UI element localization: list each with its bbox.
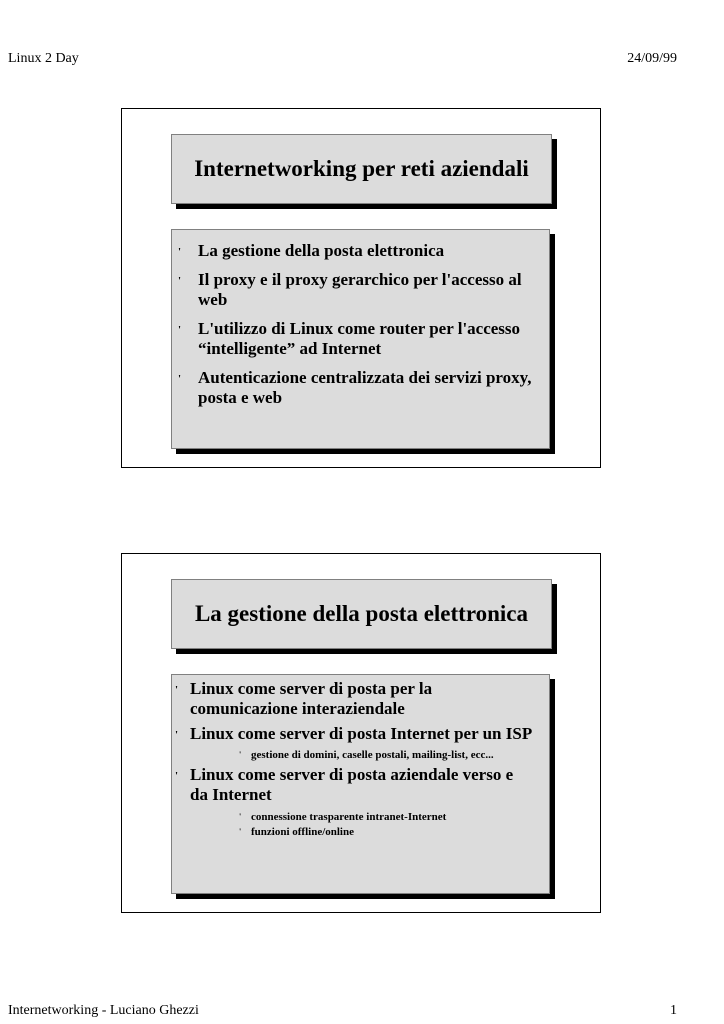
slide-2-bullet-list [172, 675, 549, 839]
sub-item [239, 825, 535, 839]
slide-1-bullet [178, 368, 535, 408]
bullet-text: Linux come server di posta Internet per un ISP [190, 724, 533, 743]
sub-list [190, 748, 535, 762]
bullet-text: Linux come server di posta per la comunicazione interaziendale [190, 679, 433, 718]
slide-2-bullet [175, 679, 535, 719]
slide-2-title: La gestione della posta elettronica [194, 601, 529, 626]
slide-1 [121, 108, 601, 468]
slide-1-bullet [178, 319, 535, 359]
sub-bullet-icon: ' [239, 812, 242, 821]
bullet-icon: ' [175, 770, 179, 782]
bullet-icon: ' [178, 324, 182, 336]
sub-list [190, 810, 535, 839]
bullet-icon: ' [178, 246, 182, 258]
slide-2-title-box [171, 579, 552, 649]
slide-1-bullet [178, 241, 535, 261]
bullet-text: La gestione della posta elettronica [198, 241, 445, 260]
footer-left: Internetworking - Luciano Ghezzi [8, 1003, 199, 1018]
slide-2-bullet [175, 724, 535, 762]
bullet-icon: ' [178, 373, 182, 385]
slide-1-body-box [171, 229, 550, 449]
slide-1-title-box [171, 134, 552, 204]
bullet-text: L'utilizzo di Linux come router per l'accesso “intelligente” ad Internet [198, 319, 521, 358]
bullet-text: Autenticazione centralizzata dei servizi proxy, posta e web [198, 368, 532, 407]
sub-item-text: connessione trasparente intranet-Internet [251, 811, 447, 823]
sub-item-text: funzioni offline/online [251, 826, 354, 838]
slide-1-bullet [178, 270, 535, 310]
header-date: 24/09/99 [627, 51, 677, 66]
sub-item-text: gestione di domini, caselle postali, mailing-list, ecc... [251, 749, 494, 761]
bullet-text: Il proxy e il proxy gerarchico per l'accesso al web [198, 270, 522, 309]
sub-bullet-icon: ' [239, 827, 242, 836]
bullet-icon: ' [175, 684, 179, 696]
bullet-text: Linux come server di posta aziendale verso e da Internet [190, 765, 514, 804]
bullet-icon: ' [178, 275, 182, 287]
sub-bullet-icon: ' [239, 750, 242, 759]
bullet-icon: ' [175, 729, 179, 741]
header-left: Linux 2 Day [8, 51, 79, 66]
page-number: 1 [670, 1003, 677, 1018]
sub-item [239, 810, 535, 824]
slide-2 [121, 553, 601, 913]
slide-1-bullet-list [172, 230, 549, 408]
slide-1-title: Internetworking per reti aziendali [194, 156, 529, 181]
slide-2-bullet [175, 765, 535, 839]
slide-2-body-box [171, 674, 550, 894]
sub-item [239, 748, 535, 762]
